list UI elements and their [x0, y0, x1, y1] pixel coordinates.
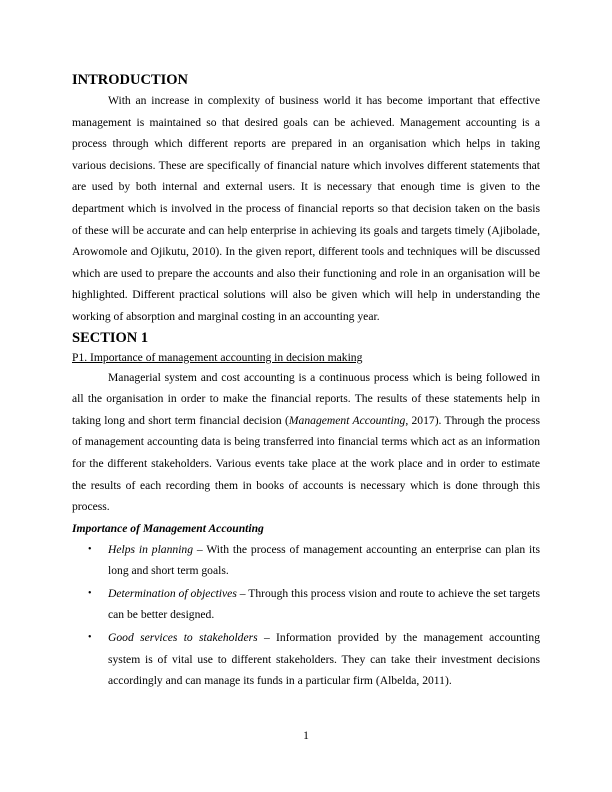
- bullet-item-stakeholders: [72, 627, 540, 692]
- p1-subheading: P1. Importance of management accounting in decision making: [72, 350, 363, 364]
- introduction-paragraph: With an increase in complexity of business world it has become important that effective management is maintained so that desired goals can be achieved. Management accounting is a process through which different reports are prepared in an organisation which helps in taking various decisions. These are specifically of financial nature which involves different statements that are used by both internal and external users. It is necessary that enough time is given to the department which is involved in the process of financial reports so that decision taken on the basis of these will be accurate and can help enterprise in achieving its goals and targets timely (Ajibolade, Arowomole and Ojikutu, 2010). In the given report, different tools and techniques will be discussed which are used to prepare the accounts and also their functioning and role in an organisation will be highlighted. Different practical solutions will also be given which will help in understanding the working of absorption and marginal costing in an accounting year.: [72, 94, 540, 323]
- bullet-item-objectives: [72, 583, 540, 626]
- bullet-dot-icon: •: [88, 587, 92, 599]
- section-1-paragraph: [72, 367, 540, 518]
- page-content: [72, 70, 540, 693]
- bullet-text: – Through this process vision and route to achieve the set targets can be better designed.: [108, 586, 540, 622]
- section-1-paragraph-start: Managerial system and cost accounting is a continuous process which is being followed in all the organisation in order to make the financial reports. The results of these statements help in taking long and short term financial decision (: [72, 370, 540, 427]
- bullet-item-planning: [72, 539, 540, 582]
- bullet-dot-icon: •: [88, 543, 92, 555]
- bullet-text: – With the process of management accounting an enterprise can plan its long and short term goals.: [108, 542, 540, 578]
- bullet-term: Determination of objectives: [108, 586, 237, 600]
- section-1-heading: SECTION 1: [72, 329, 149, 346]
- bullet-term: Helps in planning: [108, 542, 194, 556]
- introduction-heading: INTRODUCTION: [72, 72, 189, 88]
- bullet-text: – Information provided by the management accounting system is of vital use to different stakeholders. They can take their investment decisions accordingly and can manage its funds in a particular firm (Albelda, 2011).: [108, 631, 541, 688]
- importance-bullet-list: [72, 539, 540, 692]
- bullet-term: Good services to stakeholders: [108, 631, 258, 645]
- bullet-dot-icon: •: [88, 632, 92, 644]
- page-number: 1: [303, 729, 309, 742]
- section-1-paragraph-end: , 2017). Through the process of management accounting data is being transferred into financial terms which act as an information for the different stakeholders. Various events take place at the work place and in order to estimate the results of each recording them in books of accounts is necessary which is done through this process.: [72, 413, 540, 514]
- section-1-citation: Management Accounting: [288, 413, 406, 427]
- importance-heading: Importance of Management Accounting: [72, 521, 264, 535]
